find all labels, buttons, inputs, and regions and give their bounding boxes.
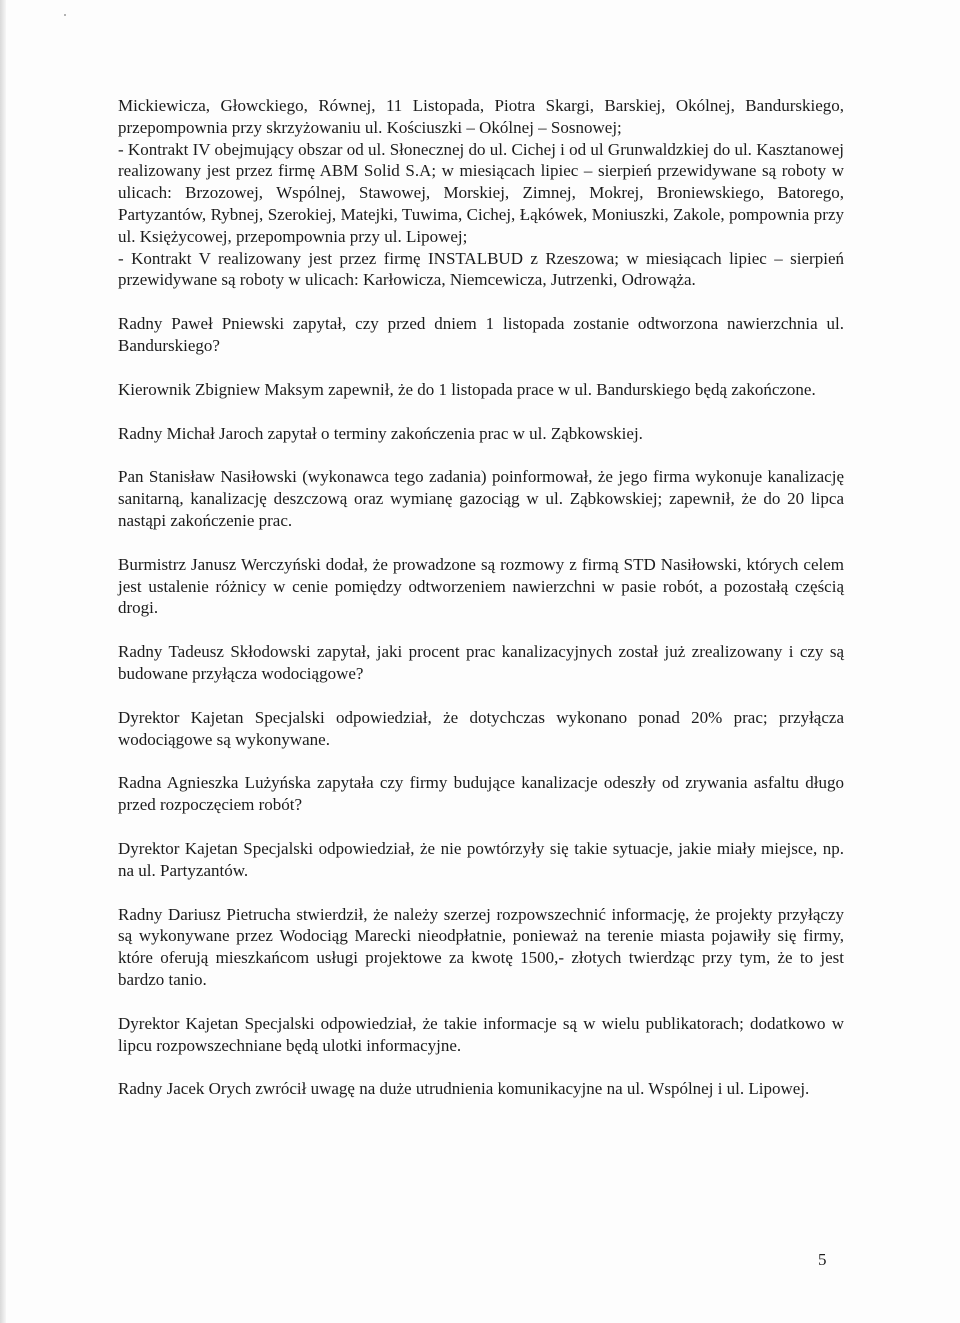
- paragraph-pietrucha-statement: Radny Dariusz Pietrucha stwierdził, że należy szerzej rozpowszechnić informację, że projekty przyłączy są wykonywane przez Wodociąg Marecki nieodpłatnie, ponieważ na terenie miasta pojawiły się firmy, które oferują mieszkańcom usługi projektowe za kwotę 1500,- złotych twierdząc przy tym, że to jest bardzo tanio.: [118, 904, 844, 989]
- scan-speck: [64, 14, 66, 16]
- paragraph-luzynska-question: Radna Agnieszka Lużyńska zapytała czy firmy budujące kanalizacje odeszły od zrywania asfaltu długo przed rozpoczęciem robót?: [118, 773, 844, 815]
- paragraph-contract-iv: - Kontrakt IV obejmujący obszar od ul. Słonecznej do ul. Cichej i od ul Grunwaldzkiej do ul. Kasztanowej realizowany jest przez firmę ABM Solid S.A; w miesiącach lipiec – sierpień przewidywane są roboty w ulicach: Brzozowej, Wspólnej, Stawowej, Morskiej, Zimnej, Mokrej, Broniewskiego, Batorego, Partyzantów, Rybnej, Szerokiej, Matejki, Tuwima, Cichej, Łąkówek, Moniuszki, Zakole, pompownia przy ul. Księżycowej, przepompownia przy ul. Lipowej;: [118, 139, 844, 246]
- paragraph-nasilowski-info: Pan Stanisław Nasiłowski (wykonawca tego zadania) poinformował, że jego firma wykonuje kanalizację sanitarną, kanalizację deszczową oraz wymianę gazociąg w ul. Ząbkowskiej; zapewnił, że do 20 lipca nastąpi zakończenie prac.: [118, 467, 844, 530]
- paragraph-specjalski-answer-3: Dyrektor Kajetan Specjalski odpowiedział, że takie informacje są w wielu publikatorach; dodatkowo w lipcu rozpowszechniane będą ulotki informacyjne.: [118, 1013, 844, 1055]
- page-number: 5: [818, 1250, 827, 1269]
- paragraph-werczynski-addition: Burmistrz Janusz Werczyński dodał, że prowadzone są rozmowy z firmą STD Nasiłowski, których celem jest ustalenie różnicy w cenie pomiędzy odtworzeniem nawierzchni w pasie robót, a pozostałą częścią drogi.: [118, 554, 844, 618]
- paragraph-maksym-answer: Kierownik Zbigniew Maksym zapewnił, że do 1 listopada prace w ul. Bandurskiego będą zakończone.: [118, 379, 816, 399]
- paragraph-jaroch-question: Radny Michał Jaroch zapytał o terminy zakończenia prac w ul. Ząbkowskiej.: [118, 423, 643, 443]
- paragraph-sklodowski-question: Radny Tadeusz Skłodowski zapytał, jaki procent prac kanalizacyjnych został już zrealizowany i czy są budowane przyłącza wodociągowe?: [118, 642, 844, 683]
- paragraph-pniewski-question: Radny Paweł Pniewski zapytał, czy przed dniem 1 listopada zostanie odtworzona nawierzchnia ul. Bandurskiego?: [118, 314, 844, 355]
- document-body: [118, 95, 844, 1122]
- scan-edge: [0, 0, 6, 1323]
- paragraph-specjalski-answer-2: Dyrektor Kajetan Specjalski odpowiedział, że nie powtórzyły się takie sytuacje, jakie miały miejsce, np. na ul. Partyzantów.: [118, 838, 844, 880]
- paragraph-contract-v: - Kontrakt V realizowany jest przez firmę INSTALBUD z Rzeszowa; w miesiącach lipiec – sierpień przewidywane są roboty w ulicach: Karłowicza, Niemcewicza, Jutrzenki, Odrowąża.: [118, 248, 844, 290]
- paragraph-specjalski-answer-1: Dyrektor Kajetan Specjalski odpowiedział, że dotychczas wykonano ponad 20% prac; przyłącza wodociągowe są wykonywane.: [118, 707, 844, 749]
- paragraph-orych-remark: Radny Jacek Orych zwrócił uwagę na duże utrudnienia komunikacyjne na ul. Wspólnej i ul. Lipowej.: [118, 1079, 810, 1099]
- paragraph-street-list-continued: Mickiewicza, Głowckiego, Równej, 11 Listopada, Piotra Skargi, Barskiej, Okólnej, Bandurskiego, przepompownia przy skrzyżowaniu ul. Kościuszki – Okólnej – Sosnowej;: [118, 96, 844, 137]
